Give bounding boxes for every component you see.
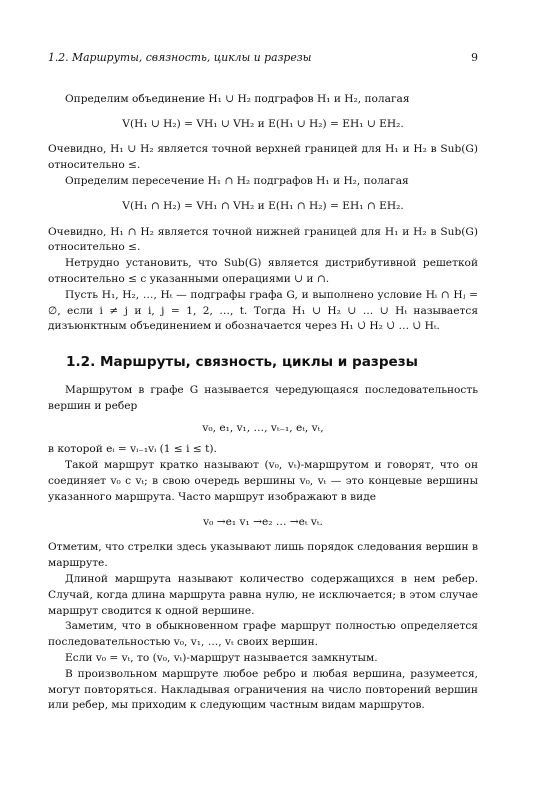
section-heading: 1.2. Маршруты, связность, циклы и разрезы bbox=[66, 354, 418, 371]
page-number: 9 bbox=[471, 51, 478, 64]
paragraph-union-bound: Очевидно, H₁ ∪ H₂ является точной верхней границей для H₁ и H₂ в Sub(G) относительно ≤. bbox=[48, 143, 478, 172]
paragraph-simple-graph-walk: Заметим, что в обыкновенном графе маршрут полностью определяется последовательностью v₀, v₁, …, vₜ своих вершин. bbox=[48, 620, 478, 649]
paragraph-walk-endpoints: Такой маршрут кратко называют (v₀, vₜ)-маршрутом и говорят, что он соединяет v₀ с vₜ; в свою очередь вершины v₀, vₜ — это концевые вершины указанного маршрута. Часто маршрут изображают в виде bbox=[48, 459, 478, 503]
paragraph-walk-def: Маршрутом в графе G называется чередующаяся последовательность вершин и ребер bbox=[48, 383, 478, 412]
formula-walk-sequence: v₀, e₁, v₁, …, vₜ₋₁, eₜ, vₜ, bbox=[202, 421, 324, 434]
paragraph-walk-length: Длиной маршрута называют количество содержащихся в нем ребер. Случай, когда длина маршрута равна нулю, не исключается; в этом случае маршрут сводится к одной вершине. bbox=[48, 572, 478, 617]
formula-union: V(H₁ ∪ H₂) = VH₁ ∪ VH₂ и E(H₁ ∪ H₂) = EH₁ ∪ EH₂. bbox=[122, 117, 404, 130]
paragraph-intersection-bound: Очевидно, H₁ ∩ H₂ является точной нижней границей для H₁ и H₂ в Sub(G) относительно ≤. bbox=[48, 225, 478, 254]
paragraph-intersection-def: Определим пересечение H₁ ∩ H₂ подграфов H₁ и H₂, полагая bbox=[65, 174, 409, 187]
running-title: 1.2. Маршруты, связность, циклы и разрезы bbox=[48, 51, 312, 64]
paragraph-disjoint-union: Пусть H₁, H₂, …, Hₜ — подграфы графа G, и выполнено условие Hᵢ ∩ Hⱼ = ∅, если i ≠ j и i, j = 1, 2, …, t. Тогда H₁ ∪ H₂ ∪ … ∪ Hₜ называется дизъюнктным объединением и обозначается через H₁ ∪̇ H₂ ∪̇ … ∪̇ Hₜ. bbox=[48, 288, 478, 333]
paragraph-repetitions: В произвольном маршруте любое ребро и любая вершина, разумеется, могут повторяться. Накладывая ограничения на число повторений вершин или ребер, мы приходим к следующим частным видам маршрутов. bbox=[48, 667, 478, 712]
running-header bbox=[48, 50, 478, 66]
paragraph-edge-condition: в которой eᵢ = vᵢ₋₁vᵢ (1 ≤ i ≤ t). bbox=[48, 443, 217, 456]
page bbox=[48, 50, 478, 714]
paragraph-closed-walk: Если v₀ = vₜ, то (v₀, vₜ)-маршрут называется замкнутым. bbox=[65, 651, 378, 664]
paragraph-lattice: Нетрудно установить, что Sub(G) является дистрибутивной решеткой относительно ≤ с указанными операциями ∪ и ∩. bbox=[48, 257, 478, 285]
formula-intersection: V(H₁ ∩ H₂) = VH₁ ∩ VH₂ и E(H₁ ∩ H₂) = EH₁ ∩ EH₂. bbox=[122, 199, 404, 212]
formula-walk-arrows: v₀ →e₁ v₁ →e₂ … →eₜ vₜ. bbox=[203, 515, 323, 528]
paragraph-arrows-note: Отметим, что стрелки здесь указывают лишь порядок следования вершин в маршруте. bbox=[48, 541, 478, 570]
paragraph-union-def: Определим объединение H₁ ∪ H₂ подграфов H₁ и H₂, полагая bbox=[65, 92, 410, 105]
